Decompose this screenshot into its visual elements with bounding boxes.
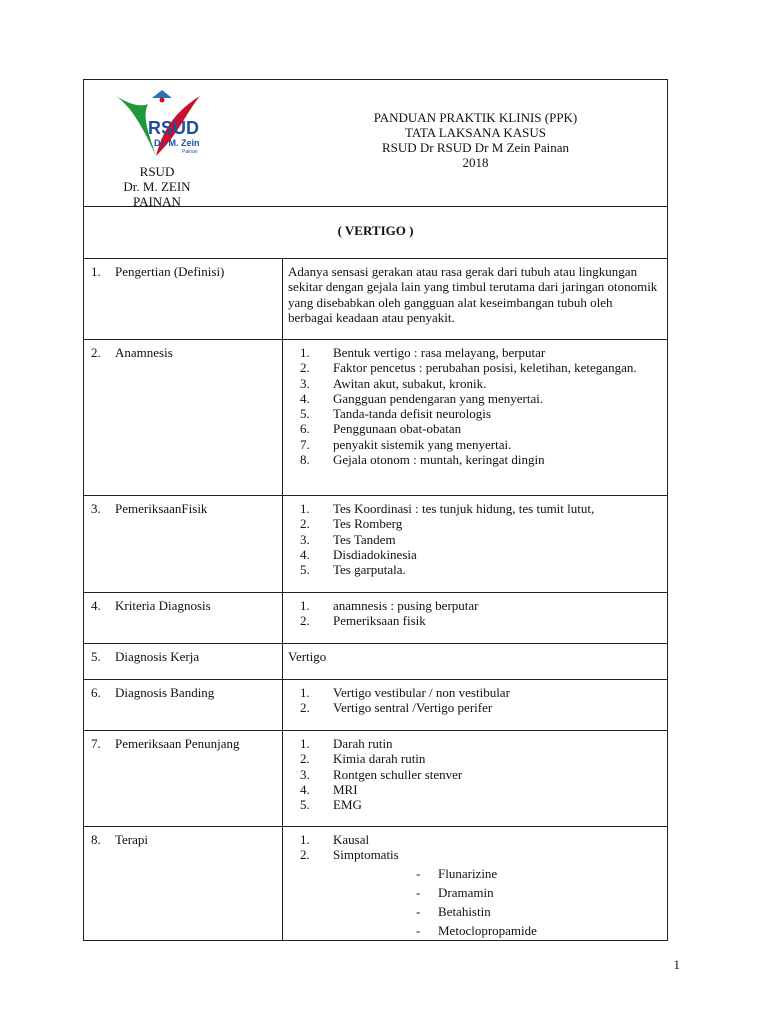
item-text: MRI xyxy=(333,781,358,797)
item-number: 2. xyxy=(300,751,310,767)
item-text: Simptomatis xyxy=(333,847,399,863)
item-number: 2. xyxy=(300,360,310,376)
item-number: 1. xyxy=(300,832,310,847)
item-text: Vertigo sentral /Vertigo perifer xyxy=(333,700,493,716)
numbered-list xyxy=(288,598,659,629)
row-label-cell xyxy=(84,644,283,680)
title-line: 2018 xyxy=(462,155,489,170)
title-line: RSUD Dr RSUD Dr M Zein Painan xyxy=(381,140,570,155)
item-text: Awitan akut, subakut, kronik. xyxy=(333,375,487,391)
item-number: 5. xyxy=(300,406,310,422)
row-number: 2. xyxy=(91,345,101,360)
row-label: PemeriksaanFisik xyxy=(115,501,208,516)
item-number: 8. xyxy=(300,452,310,468)
row-content-cell xyxy=(283,340,668,496)
logo-subtext: Dr. M. Zein xyxy=(154,138,200,148)
item-text: Tes garputala. xyxy=(333,562,406,578)
item-number: 5. xyxy=(300,797,310,813)
row-label-cell xyxy=(84,593,283,644)
title-line: TATA LAKSANA KASUS xyxy=(405,125,546,140)
row-number: 4. xyxy=(91,598,101,613)
drug-list xyxy=(288,864,659,940)
item-text: penyakit sistemik yang menyertai. xyxy=(333,436,512,452)
item-text: Tes Tandem xyxy=(333,531,396,547)
drug-item xyxy=(288,921,659,940)
list-item xyxy=(288,847,659,862)
item-text: Darah rutin xyxy=(333,736,393,751)
hospital-caption xyxy=(102,164,212,209)
row-label: Kriteria Diagnosis xyxy=(115,598,211,613)
list-item xyxy=(288,562,659,577)
list-item xyxy=(288,452,659,467)
row-content-cell xyxy=(283,593,668,644)
row-number: 7. xyxy=(91,736,101,751)
list-item xyxy=(288,421,659,436)
list-item xyxy=(288,501,659,516)
item-text: Disdiadokinesia xyxy=(333,546,417,562)
drug-name: Betahistin xyxy=(438,903,491,919)
header-row xyxy=(84,80,668,207)
rsud-logo-icon xyxy=(112,86,204,166)
row-content-cell xyxy=(283,644,668,680)
list-item xyxy=(288,685,659,700)
list-item xyxy=(288,613,659,628)
table-row xyxy=(84,731,668,827)
list-item xyxy=(288,797,659,812)
list-item xyxy=(288,782,659,797)
item-number: 3. xyxy=(300,531,310,547)
list-item xyxy=(288,376,659,391)
hospital-logo-block xyxy=(102,86,212,209)
item-number: 4. xyxy=(300,781,310,797)
case-title: ( VERTIGO ) xyxy=(337,223,414,238)
item-number: 1. xyxy=(300,598,310,613)
row-label: Pengertian (Definisi) xyxy=(115,264,225,279)
item-number: 1. xyxy=(300,736,310,751)
table-row xyxy=(84,680,668,731)
caption-line: RSUD xyxy=(139,164,175,179)
table-row xyxy=(84,593,668,644)
row-number: 1. xyxy=(91,264,101,279)
row-label: Diagnosis Banding xyxy=(115,685,215,700)
drug-name: Metoclopropamide xyxy=(438,922,537,938)
case-title-cell xyxy=(84,207,668,259)
title-line: PANDUAN PRAKTIK KLINIS (PPK) xyxy=(373,110,578,125)
row-content-cell xyxy=(283,259,668,340)
item-text: Pemeriksaan fisik xyxy=(333,613,426,629)
item-number: 5. xyxy=(300,562,310,578)
numbered-list xyxy=(288,832,659,863)
list-item xyxy=(288,360,659,375)
row-label-cell xyxy=(84,827,283,941)
row-label: Pemeriksaan Penunjang xyxy=(115,736,240,751)
row-label-cell xyxy=(84,731,283,827)
item-number: 3. xyxy=(300,375,310,391)
item-number: 7. xyxy=(300,436,310,452)
dash-bullet: - xyxy=(416,865,421,881)
item-number: 1. xyxy=(300,345,310,360)
list-item xyxy=(288,736,659,751)
numbered-list xyxy=(288,685,659,716)
caption-line: PAINAN xyxy=(133,194,181,209)
item-text: EMG xyxy=(333,797,362,813)
row-content-cell xyxy=(283,731,668,827)
row-label-cell xyxy=(84,340,283,496)
logo-rsud-text: RSUD xyxy=(148,118,200,138)
row-label: Diagnosis Kerja xyxy=(115,649,200,664)
list-item xyxy=(288,516,659,531)
item-text: Tanda-tanda defisit neurologis xyxy=(333,406,491,422)
item-text: Bentuk vertigo : rasa melayang, berputar xyxy=(333,345,546,360)
row-number: 5. xyxy=(91,649,101,664)
list-item xyxy=(288,767,659,782)
item-text: Vertigo vestibular / non vestibular xyxy=(333,685,510,700)
table-row xyxy=(84,827,668,941)
numbered-list xyxy=(288,501,659,577)
list-item xyxy=(288,345,659,360)
item-text: Penggunaan obat-obatan xyxy=(333,421,462,437)
item-number: 1. xyxy=(300,685,310,700)
item-number: 4. xyxy=(300,390,310,406)
item-number: 6. xyxy=(300,421,310,437)
row-content-cell xyxy=(283,827,668,941)
item-text: Faktor pencetus : perubahan posisi, keletihan, ketegangan. xyxy=(333,360,637,376)
numbered-list xyxy=(288,345,659,467)
row-label-cell xyxy=(84,259,283,340)
item-text: Gejala otonom : muntah, keringat dingin xyxy=(333,452,545,468)
numbered-list xyxy=(288,736,659,812)
dash-bullet: - xyxy=(416,884,421,900)
case-title-row xyxy=(84,207,668,259)
list-item xyxy=(288,547,659,562)
row-label-cell xyxy=(84,496,283,593)
diagnosis-text: Vertigo xyxy=(288,649,327,664)
item-text: Rontgen schuller stenver xyxy=(333,766,463,782)
dash-bullet: - xyxy=(416,922,421,938)
row-content-cell xyxy=(283,680,668,731)
page-number: 1 xyxy=(673,957,680,972)
document-title xyxy=(284,110,667,170)
dash-bullet: - xyxy=(416,903,421,919)
row-content-cell xyxy=(283,496,668,593)
item-number: 2. xyxy=(300,613,310,629)
item-text: Kimia darah rutin xyxy=(333,751,426,767)
item-text: anamnesis : pusing berputar xyxy=(333,598,479,613)
item-number: 4. xyxy=(300,546,310,562)
row-label: Anamnesis xyxy=(115,345,173,360)
header-cell xyxy=(84,80,668,207)
row-number: 8. xyxy=(91,832,101,847)
table-row xyxy=(84,259,668,340)
item-number: 2. xyxy=(300,516,310,532)
list-item xyxy=(288,437,659,452)
drug-name: Dramamin xyxy=(438,884,494,900)
item-number: 2. xyxy=(300,700,310,716)
row-number: 6. xyxy=(91,685,101,700)
item-text: Kausal xyxy=(333,832,370,847)
list-item xyxy=(288,532,659,547)
table-row xyxy=(84,496,668,593)
caption-line: Dr. M. ZEIN xyxy=(123,179,191,194)
list-item xyxy=(288,406,659,421)
item-number: 1. xyxy=(300,501,310,516)
list-item xyxy=(288,700,659,715)
item-number: 2. xyxy=(300,847,310,863)
drug-item xyxy=(288,902,659,921)
list-item xyxy=(288,832,659,847)
row-label: Terapi xyxy=(115,832,149,847)
table-row xyxy=(84,644,668,680)
list-item xyxy=(288,751,659,766)
drug-name: Flunarizine xyxy=(438,865,498,881)
item-text: Tes Koordinasi : tes tunjuk hidung, tes tumit lutut, xyxy=(333,501,595,516)
ppk-table xyxy=(83,79,668,941)
logo-small-text: Painan xyxy=(182,149,198,155)
list-item xyxy=(288,598,659,613)
row-label-cell xyxy=(84,680,283,731)
drug-item xyxy=(288,883,659,902)
table-row xyxy=(84,340,668,496)
item-number: 3. xyxy=(300,766,310,782)
row-number: 3. xyxy=(91,501,101,516)
item-text: Gangguan pendengaran yang menyertai. xyxy=(333,390,544,406)
definition-text: Adanya sensasi gerakan atau rasa gerak dari tubuh atau lingkungan sekitar dengan gejala lain yang timbul terutama dari jaringan otonomik yang disebabkan oleh gangguan alat keseimbangan tubuh oleh berbagai keadaan atau penyakit. xyxy=(288,264,658,325)
item-text: Tes Romberg xyxy=(333,516,403,532)
list-item xyxy=(288,391,659,406)
drug-item xyxy=(288,864,659,883)
